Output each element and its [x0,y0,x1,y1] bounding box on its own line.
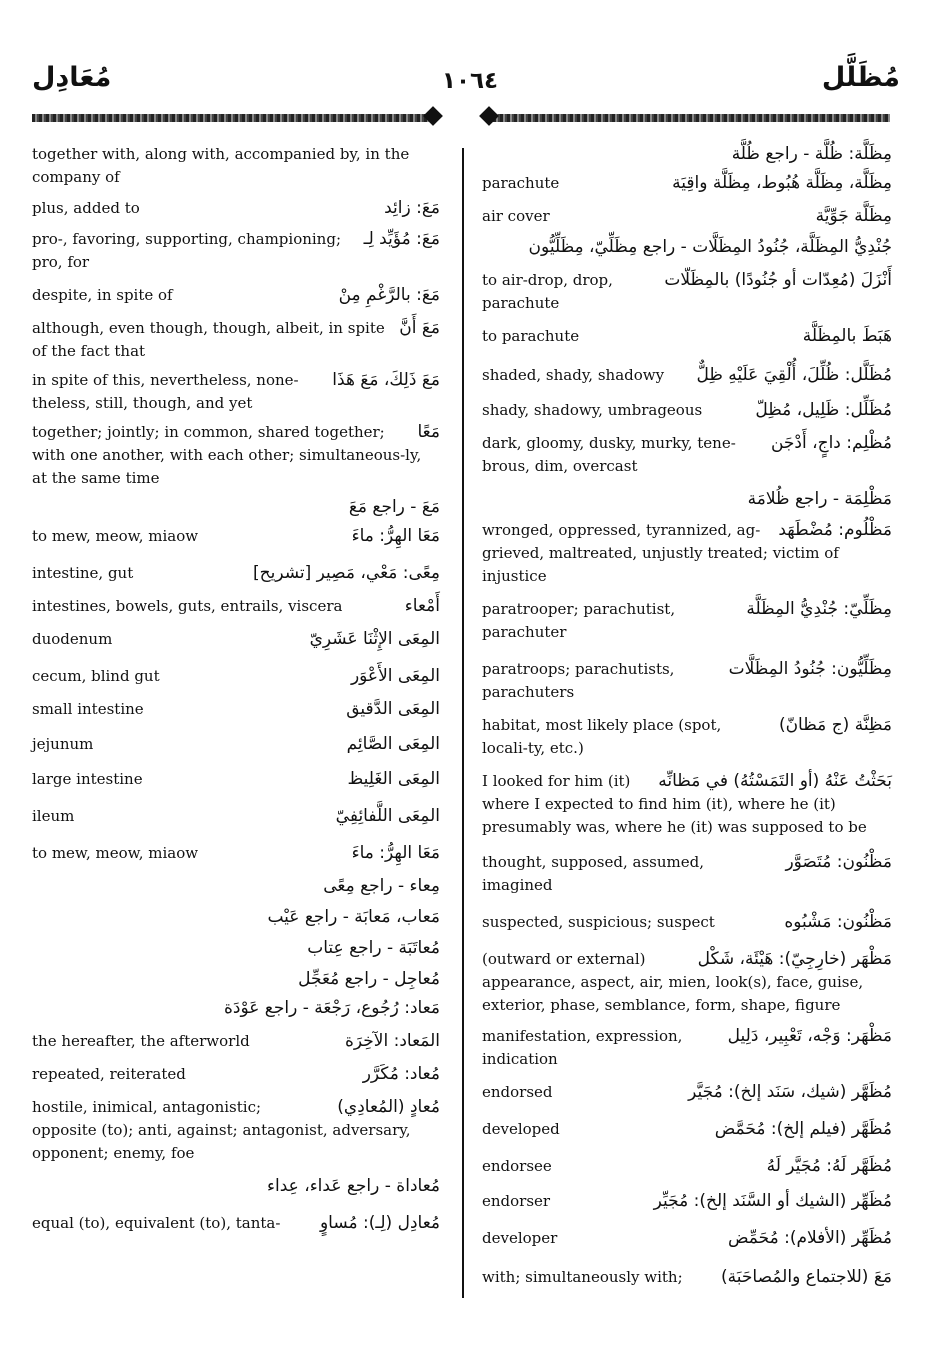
entry-arabic: مُظْلِم: داجٍ، أَدْجَن [770,433,892,453]
entry-english: to air-drop, drop, parachute [482,271,613,312]
entry-english: intestine, gut [32,564,134,582]
entry-arabic: مَظِنَّة (ج مَظانّ) [778,715,892,735]
entry-english: manifestation, expression, indication [482,1027,683,1068]
entry-arabic: مُعاجِل - راجع مُعَجِّل [298,969,440,989]
entry-arabic: مُعادٍ (المُعادِي) [337,1097,440,1117]
dictionary-entry [32,1063,440,1086]
dictionary-entry [32,842,440,865]
entry-english: paratrooper; parachutist, parachuter [482,600,676,641]
dictionary-entry [32,525,440,548]
entry-english: with; simultaneously with; [482,1268,683,1286]
entry-english: despite, in spite of [32,286,173,304]
entry-english: suspected, suspicious; suspect [482,913,715,931]
dictionary-entry [32,197,440,220]
header-rule-right [486,112,890,124]
dictionary-entry [482,1266,892,1289]
entry-arabic: مُعاتَبَة - راجع عِتاب [307,938,440,958]
entry-arabic: مُظَهَّر (فيلم إلخ): مُحَمَّض [714,1119,892,1139]
dictionary-entry [482,488,892,511]
entry-arabic: مَعَ: بالرَّغْمِ مِنْ [338,285,440,305]
dictionary-entry [482,399,892,422]
entry-arabic: بَحَثْتُ عَنْهُ (أو التَمَسْتُهُ) في مَظانِّه [658,771,892,791]
dictionary-entry [482,658,892,704]
dictionary-entry [32,875,440,898]
entry-arabic: المِعَى اللَّفائِفِيّ [335,806,440,826]
entry-english: although, even though, though, albeit, in spite of the fact that [32,319,385,360]
entry-arabic: مِعاء - راجع مِعًى [323,876,440,896]
entry-arabic: مَظْهَر (خارِجِيّ): هَيْئَة، شَكْل [697,949,892,969]
entry-arabic: مَعَ - راجع مَعَ [348,497,440,517]
entry-english: to mew, meow, miaow [32,527,199,545]
dictionary-entry [482,1227,892,1250]
entry-arabic: مَظْنُون: مَشْبُوه [784,912,892,932]
dictionary-entry [482,364,892,387]
entry-english: cecum, blind gut [32,667,160,685]
right-column [482,143,892,1289]
entry-arabic: مُظَهِّر (الشيك أو السَّنَد إلخ): مُجَيِّر [653,1191,892,1211]
entry-english: endorsee [482,1157,552,1175]
dictionary-entry [482,519,892,588]
entry-arabic: مَعًا [417,422,440,442]
entry-english: dark, gloomy, dusky, murky, tene-brous, dim, overcast [482,434,736,475]
dictionary-entry [32,665,440,688]
entry-arabic: مُظَهَّر (شيك، سَنَد إلخ): مُجَيَّر [688,1082,892,1102]
entry-english: repeated, reiterated [32,1065,186,1083]
entry-arabic: المِعَى الدَّقيق [346,699,440,719]
entry-arabic: مِظَلَّة، مِظَلَّة هُبُوط، مِظَلَّة واقِيَة [672,173,892,193]
entry-arabic: المِعَى الغَلِيظ [347,769,440,789]
dictionary-entry [32,805,440,828]
entry-english: together with, along with, accompanied by, in the company of [32,145,410,186]
entry-english: endorsed [482,1083,553,1101]
entry-english: shaded, shady, shadowy [482,366,665,384]
dictionary-entry [32,317,440,363]
entry-arabic: جُنْدِيُّ المِظَلَّة، جُنُودُ المِظَلَّات - راجع مِظَلِّيّ، مِظَلِّيُّون [528,237,892,257]
dictionary-entry [482,143,892,166]
entry-english: duodenum [32,630,113,648]
dictionary-entry [32,733,440,756]
entry-arabic: مَعَا الهِرُّ: ماءَ [351,843,440,863]
entry-english: shady, shadowy, umbrageous [482,401,703,419]
dictionary-entry [32,1212,440,1235]
entry-arabic: مَعاب، مَعابَة - راجع عَيْب [267,907,440,927]
dictionary-entry [32,1030,440,1053]
dictionary-entry [482,971,892,1017]
dictionary-entry [32,628,440,651]
dictionary-entry [32,143,440,189]
dictionary-entry [482,1081,892,1104]
entry-arabic: مِظَلَّة جَوِّيَّة [815,206,892,226]
entry-english: thought, supposed, assumed, imagined [482,853,704,894]
entry-arabic: مُعادِل (لِـ): مُساوٍ [319,1213,440,1233]
dictionary-entry [482,269,892,315]
entry-english: jejunum [32,735,94,753]
entry-english: parachute [482,174,560,192]
entry-english: pro-, favoring, supporting, championing; pro, for [32,230,341,271]
entry-arabic: مَعَ ذَلِكَ، مَعَ هَذَا [332,370,440,390]
entry-english: to mew, meow, miaow [32,844,199,862]
running-head-right: مُظَلَّل [821,62,900,93]
dictionary-entry [482,911,892,934]
entry-english: to parachute [482,327,580,345]
entry-english: I looked for him (it) where I expected to find him (it), where he (it) presumably was, where he (it) was supposed to be [482,772,867,836]
entry-arabic: مِظَلَّة: ظُلَّة - راجع ظُلَّة [731,144,892,164]
column-divider [462,148,464,1298]
dictionary-entry [32,906,440,929]
entry-english: (outward or external) [482,950,646,968]
entry-english: ileum [32,807,75,825]
entry-arabic: مَعَ: زائِد [384,198,440,218]
entry-arabic: مِعًى: مَعْي، مَصِير [تشريح] [253,563,440,583]
entry-arabic: المِعَى الصَّائِم [346,734,440,754]
entry-arabic: مَظْلِمَة - راجع ظُلامَة [747,489,892,509]
entry-english: plus, added to [32,199,140,217]
entry-english: endorser [482,1192,551,1210]
dictionary-entry [482,325,892,348]
dictionary-entry [482,1118,892,1141]
entry-arabic: أَمْعاء [404,596,440,616]
entry-arabic: مُظَلَّل: ظُلِّلَ، أُلْقِيَ عَلَيْهِ ظِلٌّ [696,365,892,385]
entry-english: the hereafter, the afterworld [32,1032,250,1050]
entry-arabic: مَظْهَر: وَجْه، تَعْبِير، دَلِيل [727,1026,892,1046]
dictionary-entry [32,997,440,1020]
entry-arabic: مِظَلِّيّ: جُنْدِيُّ المِظَلَّة [746,599,892,619]
entry-english: developer [482,1229,558,1247]
dictionary-entry [32,595,440,618]
entry-arabic: أَنْزَلَ (مُعِدّات أو جُنُودًا) بالمِظَلّات [664,270,892,290]
dictionary-entry [482,1155,892,1178]
dictionary-entry [482,948,892,971]
entry-arabic: مَظْلُوم: مُضْطَهَد [778,520,892,540]
entry-arabic: مَعاد: رُجُوع، رَجْعَة - راجع عَوْدَة [224,998,440,1018]
dictionary-entry [32,1096,440,1165]
entry-arabic: مُظَهَّر لَهُ: مُجَيَّر لَهُ [766,1156,892,1176]
entry-arabic: مِظَلِّيُّون: جُنُودُ المِظَلَّات [728,659,892,679]
entry-english: in spite of this, nevertheless, none-theless, still, though, and yet [32,371,299,412]
entry-english: hostile, inimical, antagonistic; opposite (to); anti, against; antagonist, adversary, opponent; enemy, foe [32,1098,411,1162]
dictionary-entry [32,228,440,274]
dictionary-entry [32,284,440,307]
entry-english: large intestine [32,770,143,788]
entry-english: equal (to), equivalent (to), tanta- [32,1214,281,1232]
entry-english: paratroops; parachutists, parachuters [482,660,675,701]
entry-arabic: مُعاد: مُكَرَّر [362,1064,440,1084]
header-rule-left [32,112,436,124]
dictionary-entry [482,1025,892,1071]
entry-english: together; jointly; in common, shared together; with one another, with each other; simultaneous-ly, at the same time [32,423,422,487]
entry-arabic: مُظَهِّر (الأفلام): مُحَمِّض [727,1228,892,1248]
dictionary-entry [32,937,440,960]
dictionary-entry [32,698,440,721]
entry-english: small intestine [32,700,144,718]
dictionary-entry [482,432,892,478]
entry-english: air cover [482,207,550,225]
dictionary-entry [482,714,892,760]
entry-arabic: المَعاد: الآخِرَة [344,1031,440,1051]
dictionary-entry [482,598,892,644]
dictionary-entry [32,562,440,585]
left-column [32,143,440,1235]
dictionary-entry [482,851,892,897]
entry-english: habitat, most likely place (spot, locali-ty, etc.) [482,716,722,757]
entry-arabic: مُظَلِّل: ظَلِيل، مُظِلّ [755,400,892,420]
dictionary-entry [32,968,440,991]
dictionary-entry [482,172,892,195]
entry-english: appearance, aspect, air, mien, look(s), face, guise, exterior, phase, semblance, form, shape, figure [482,973,864,1014]
entry-english: developed [482,1120,560,1138]
dictionary-entry [482,205,892,228]
entry-arabic: المِعَى الأَعْوَر [350,666,440,686]
entry-arabic: مَظْنُون: مُتَصَوَّر [785,852,892,872]
entry-arabic: مَعَ (للاجتماع والمُصاحَبَة) [721,1267,892,1287]
entry-arabic: مُعاداة - راجع عَداء، عِداء [267,1176,440,1196]
running-head-left: مُعَادِل [32,62,112,93]
dictionary-entry [32,421,440,490]
entry-arabic: مَعَا الهِرُّ: ماءَ [351,526,440,546]
entry-arabic: مَعَ أَنَّ [399,318,440,338]
page-number: ١٠٦٤ [441,68,499,94]
entry-arabic: مَعَ: مُؤَيِّد لِـ [363,229,440,249]
dictionary-entry [482,236,892,259]
dictionary-entry [482,1190,892,1213]
dictionary-entry [32,768,440,791]
dictionary-entry [32,496,440,519]
dictionary-entry [32,1175,440,1198]
entry-arabic: هَبَطَ بالمِظَلَّة [802,326,892,346]
entry-english: wronged, oppressed, tyrannized, ag-grieved, maltreated, unjustly treated; victim of injustice [482,521,839,585]
dictionary-entry [32,369,440,415]
dictionary-entry [482,770,892,839]
entry-arabic: المِعَى الإِثْنَا عَشَرِيّ [309,629,440,649]
entry-english: intestines, bowels, guts, entrails, viscera [32,597,343,615]
